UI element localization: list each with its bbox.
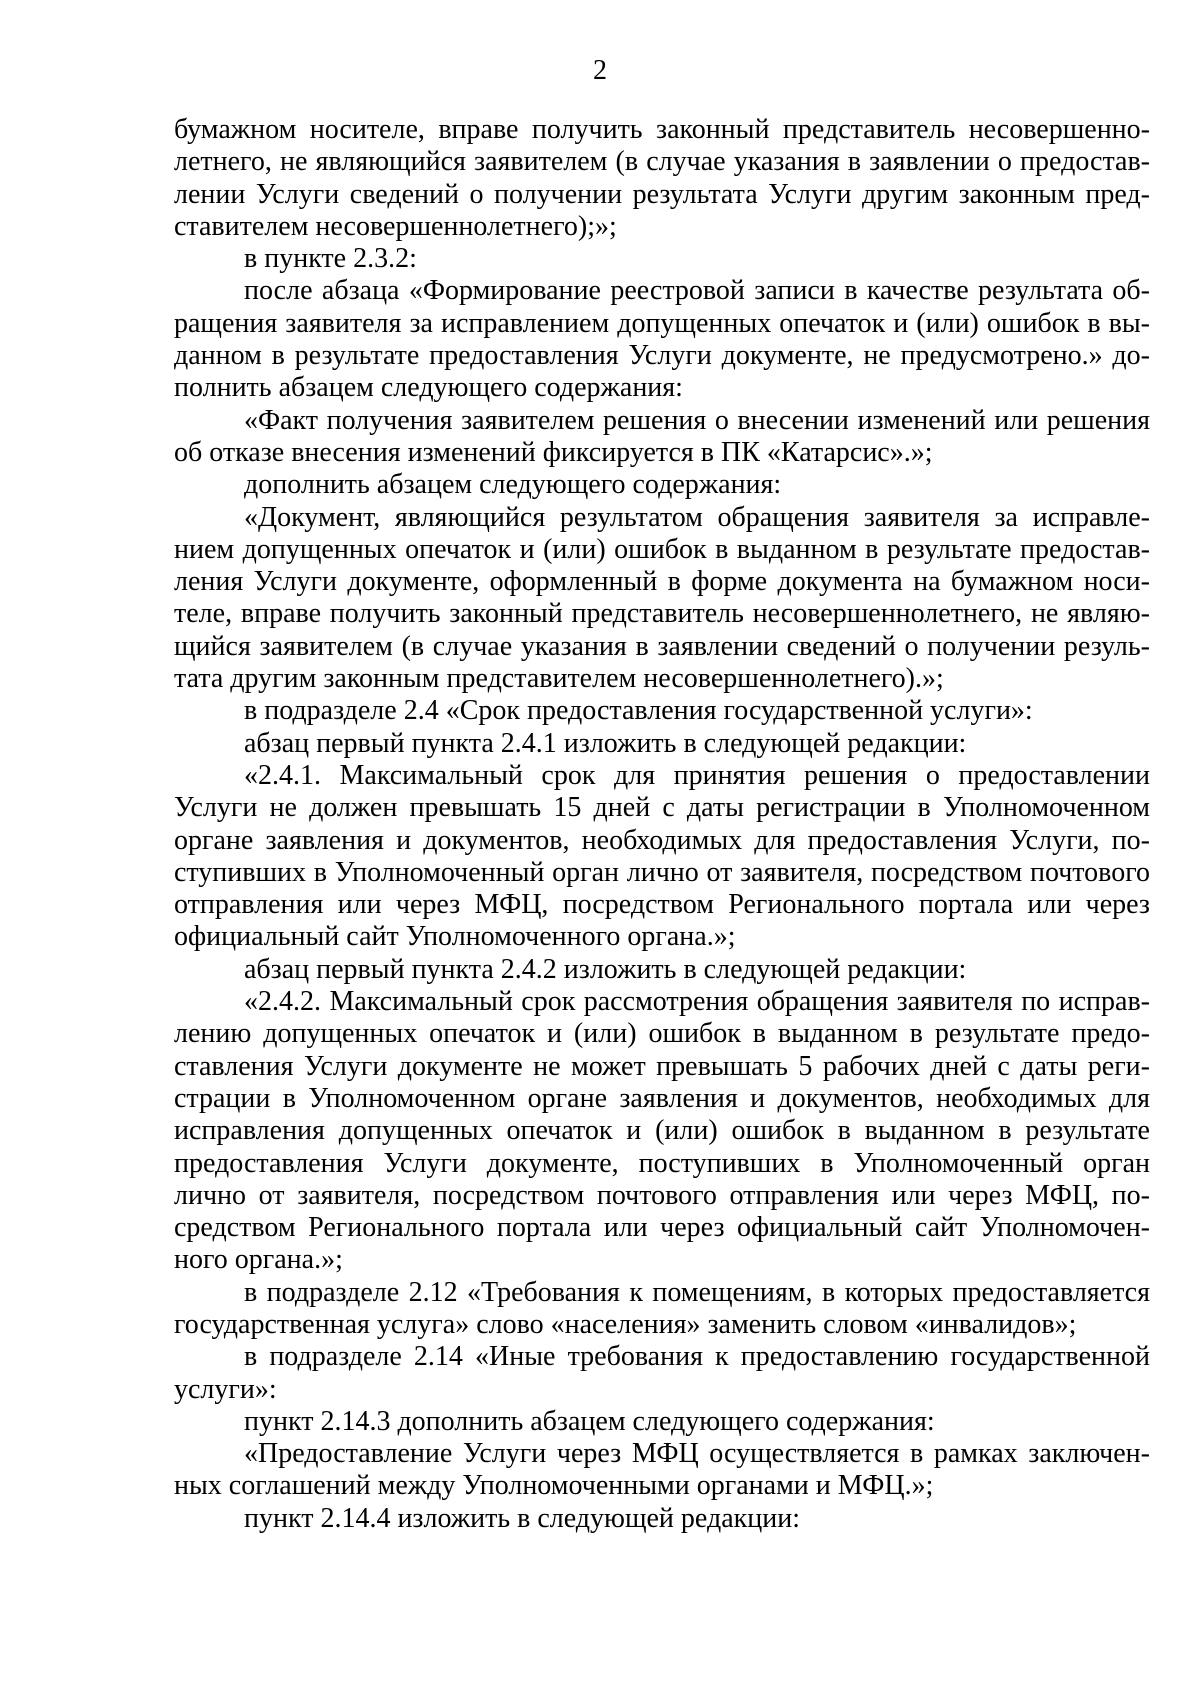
page-number: 2 bbox=[593, 55, 607, 86]
text-line: государственная услуга» слово «населения» заменить словом «инвалидов»; bbox=[174, 1308, 1077, 1340]
text-line: в пункте 2.3.2: bbox=[244, 243, 417, 275]
text-line: ступивших в Уполномоченный орган лично от заявителя, посредством почтового bbox=[174, 856, 1150, 888]
text-line: дополнить абзацем следующего содержания: bbox=[244, 469, 782, 501]
text-line: ного органа.»; bbox=[174, 1244, 343, 1276]
text-line: органе заявления и документов, необходимых для предоставления Услуги, по- bbox=[174, 824, 1150, 856]
text-line: полнить абзацем следующего содержания: bbox=[174, 372, 683, 404]
text-line: «2.4.2. Максимальный срок рассмотрения обращения заявителя по исправ- bbox=[244, 986, 1150, 1018]
text-line: услуги»: bbox=[174, 1373, 277, 1405]
text-line: щийся заявителем (в случае указания в заявлении сведений о получении резуль- bbox=[174, 630, 1150, 662]
text-line: ставителем несовершеннолетнего);»; bbox=[174, 210, 617, 242]
text-line: пункт 2.14.4 изложить в следующей редакции: bbox=[244, 1502, 800, 1534]
text-line: ставления Услуги документе не может превышать 5 рабочих дней с даты реги- bbox=[174, 1050, 1150, 1082]
text-line: в подразделе 2.4 «Срок предоставления государственной услуги»: bbox=[244, 695, 1033, 727]
text-line: в подразделе 2.12 «Требования к помещениям, в которых предоставляется bbox=[244, 1276, 1150, 1308]
text-line: тата другим законным представителем несовершеннолетнего).»; bbox=[174, 663, 944, 695]
text-line: «Документ, являющийся результатом обращения заявителя за исправле- bbox=[244, 501, 1150, 533]
text-line: «Предоставление Услуги через МФЦ осуществляется в рамках заключен- bbox=[244, 1438, 1150, 1470]
text-line: ращения заявителя за исправлением допущенных опечаток и (или) ошибок в вы- bbox=[174, 307, 1150, 339]
text-line: страции в Уполномоченном органе заявления и документов, необходимых для bbox=[174, 1082, 1150, 1114]
text-line: исправления допущенных опечаток и (или) ошибок в выданном в результате bbox=[174, 1115, 1150, 1147]
text-line: «Факт получения заявителем решения о внесении изменений или решения bbox=[244, 404, 1150, 436]
text-line: летнего, не являющийся заявителем (в случае указания в заявлении о предостав- bbox=[174, 146, 1150, 178]
text-line: средством Регионального портала или через официальный сайт Уполномочен- bbox=[174, 1212, 1150, 1244]
text-line: пункт 2.14.3 дополнить абзацем следующего содержания: bbox=[244, 1405, 935, 1437]
text-line: теле, вправе получить законный представитель несовершеннолетнего, не являю- bbox=[174, 598, 1150, 630]
text-line: в подразделе 2.14 «Иные требования к предоставлению государственной bbox=[244, 1341, 1150, 1373]
text-line: Услуги не должен превышать 15 дней с даты регистрации в Уполномоченном bbox=[174, 792, 1150, 824]
text-line: лично от заявителя, посредством почтового отправления или через МФЦ, по- bbox=[174, 1179, 1150, 1211]
text-line: официальный сайт Уполномоченного органа.»; bbox=[174, 921, 736, 953]
text-line: лению допущенных опечаток и (или) ошибок в выданном в результате предо- bbox=[174, 1018, 1150, 1050]
text-line: бумажном носителе, вправе получить законный представитель несовершенно- bbox=[174, 114, 1150, 145]
text-line: нием допущенных опечаток и (или) ошибок в выданном в результате предостав- bbox=[174, 533, 1150, 565]
text-line: об отказе внесения изменений фиксируется в ПК «Катарсис».»; bbox=[174, 436, 933, 468]
text-line: абзац первый пункта 2.4.2 изложить в следующей редакции: bbox=[244, 953, 967, 985]
text-line: предоставления Услуги документе, поступивших в Уполномоченный орган bbox=[174, 1147, 1150, 1179]
text-line: данном в результате предоставления Услуги документе, не предусмотрено.» до- bbox=[174, 340, 1150, 372]
text-line: отправления или через МФЦ, посредством Регионального портала или через bbox=[174, 889, 1150, 921]
text-line: лении Услуги сведений о получении результата Услуги другим законным пред- bbox=[174, 178, 1150, 210]
text-line: «2.4.1. Максимальный срок для принятия решения о предоставлении bbox=[244, 759, 1150, 791]
text-line: абзац первый пункта 2.4.1 изложить в следующей редакции: bbox=[244, 727, 967, 759]
text-line: ных соглашений между Уполномоченными органами и МФЦ.»; bbox=[174, 1470, 934, 1502]
document-body bbox=[174, 114, 1150, 1535]
text-line: после абзаца «Формирование реестровой записи в качестве результата об- bbox=[244, 275, 1150, 307]
text-line: ления Услуги документе, оформленный в форме документа на бумажном носи- bbox=[174, 566, 1150, 598]
